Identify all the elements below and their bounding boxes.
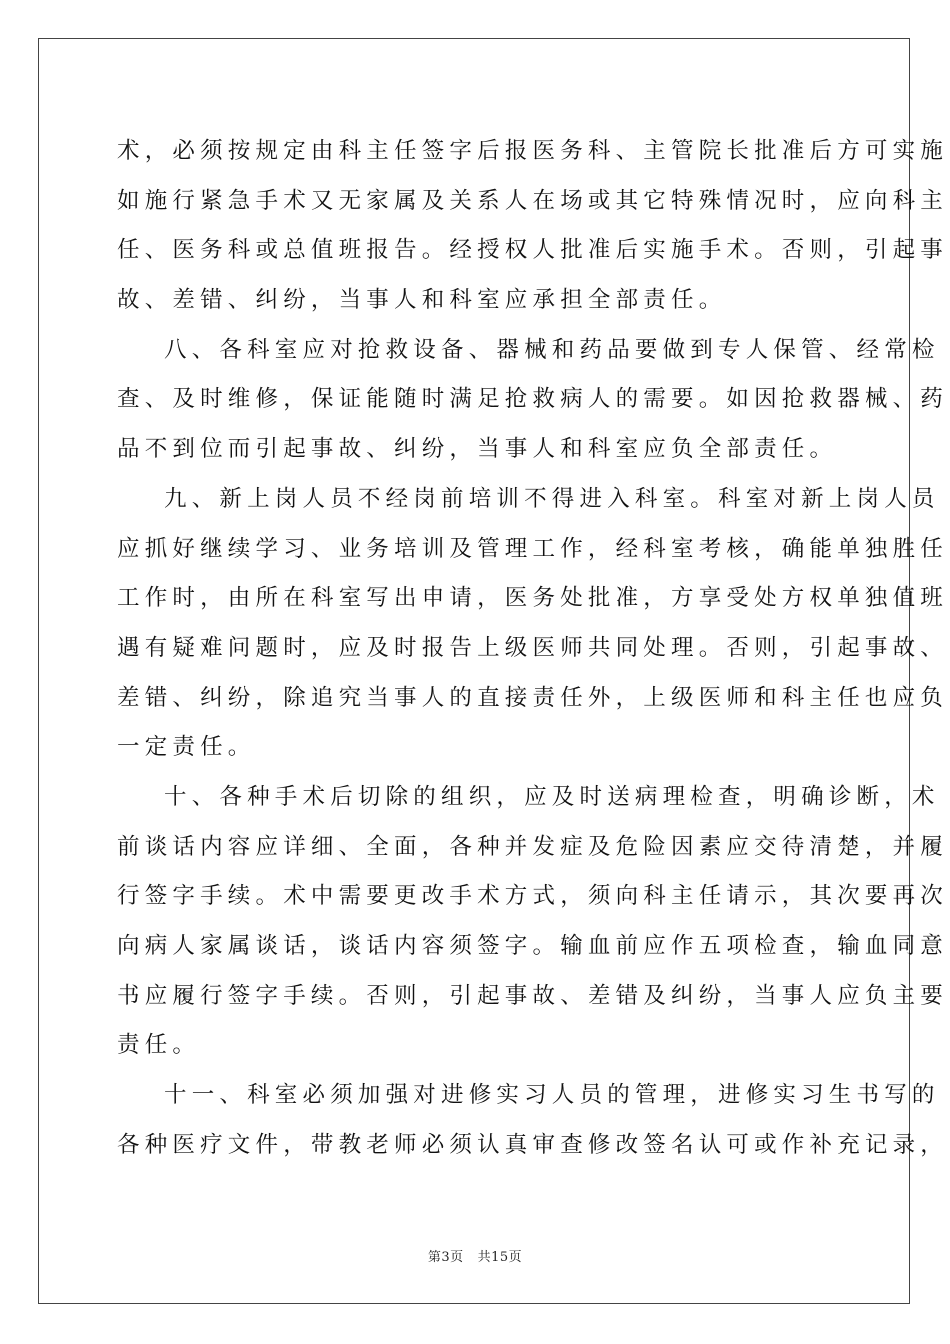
paragraph-start-line: 十一、科室必须加强对进修实习人员的管理，进修实习生书写的 [164,1082,940,1109]
text-line: 品不到位而引起事故、纠纷，当事人和科室应负全部责任。 [117,436,838,463]
text-line: 书应履行签字手续。否则，引起事故、差错及纠纷，当事人应负主要 [117,982,949,1009]
total-pages: 共15页 [477,1250,523,1265]
text-line: 工作时，由所在科室写出申请，医务处批准，方享受处方权单独值班 [117,585,949,612]
text-line: 故、差错、纠纷，当事人和科室应承担全部责任。 [117,287,727,314]
text-line: 前谈话内容应详细、全面，各种并发症及危险因素应交待清楚，并履 [117,833,949,860]
text-line: 一定责任。 [117,734,256,761]
text-line: 行签字手续。术中需要更改手术方式，须向科主任请示，其次要再次 [117,883,949,910]
paragraph-start-line: 十、各种手术后切除的组织，应及时送病理检查，明确诊断，术 [164,783,940,810]
paragraph-start-line: 九、新上岗人员不经岗前培训不得进入科室。科室对新上岗人员 [164,485,940,512]
text-line: 如施行紧急手术又无家属及关系人在场或其它特殊情况时，应向科主 [117,187,949,214]
text-line: 向病人家属谈话，谈话内容须签字。输血前应作五项检查，输血同意 [117,933,949,959]
text-line: 责任。 [117,1032,201,1059]
text-line: 查、及时维修，保证能随时满足抢救病人的需要。如因抢救器械、药 [117,386,949,413]
text-line: 应抓好继续学习、业务培训及管理工作，经科室考核，确能单独胜任 [117,535,949,562]
text-line: 遇有疑难问题时，应及时报告上级医师共同处理。否则，引起事故、 [117,634,949,661]
text-line: 差错、纠纷，除追究当事人的直接责任外，上级医师和科主任也应负 [117,684,949,711]
document-body [117,127,949,1170]
page-footer [0,1246,950,1265]
text-line: 术，必须按规定由科主任签字后报医务科、主管院长批准后方可实施 [117,138,949,164]
text-line: 任、医务科或总值班报告。经授权人批准后实施手术。否则，引起事 [117,237,949,264]
paragraph-start-line: 八、各科室应对抢救设备、器械和药品要做到专人保管、经常检 [164,336,940,363]
text-line: 各种医疗文件，带教老师必须认真审查修改签名认可或作补充记录， [117,1131,949,1158]
page-number: 第3页 [427,1250,464,1265]
